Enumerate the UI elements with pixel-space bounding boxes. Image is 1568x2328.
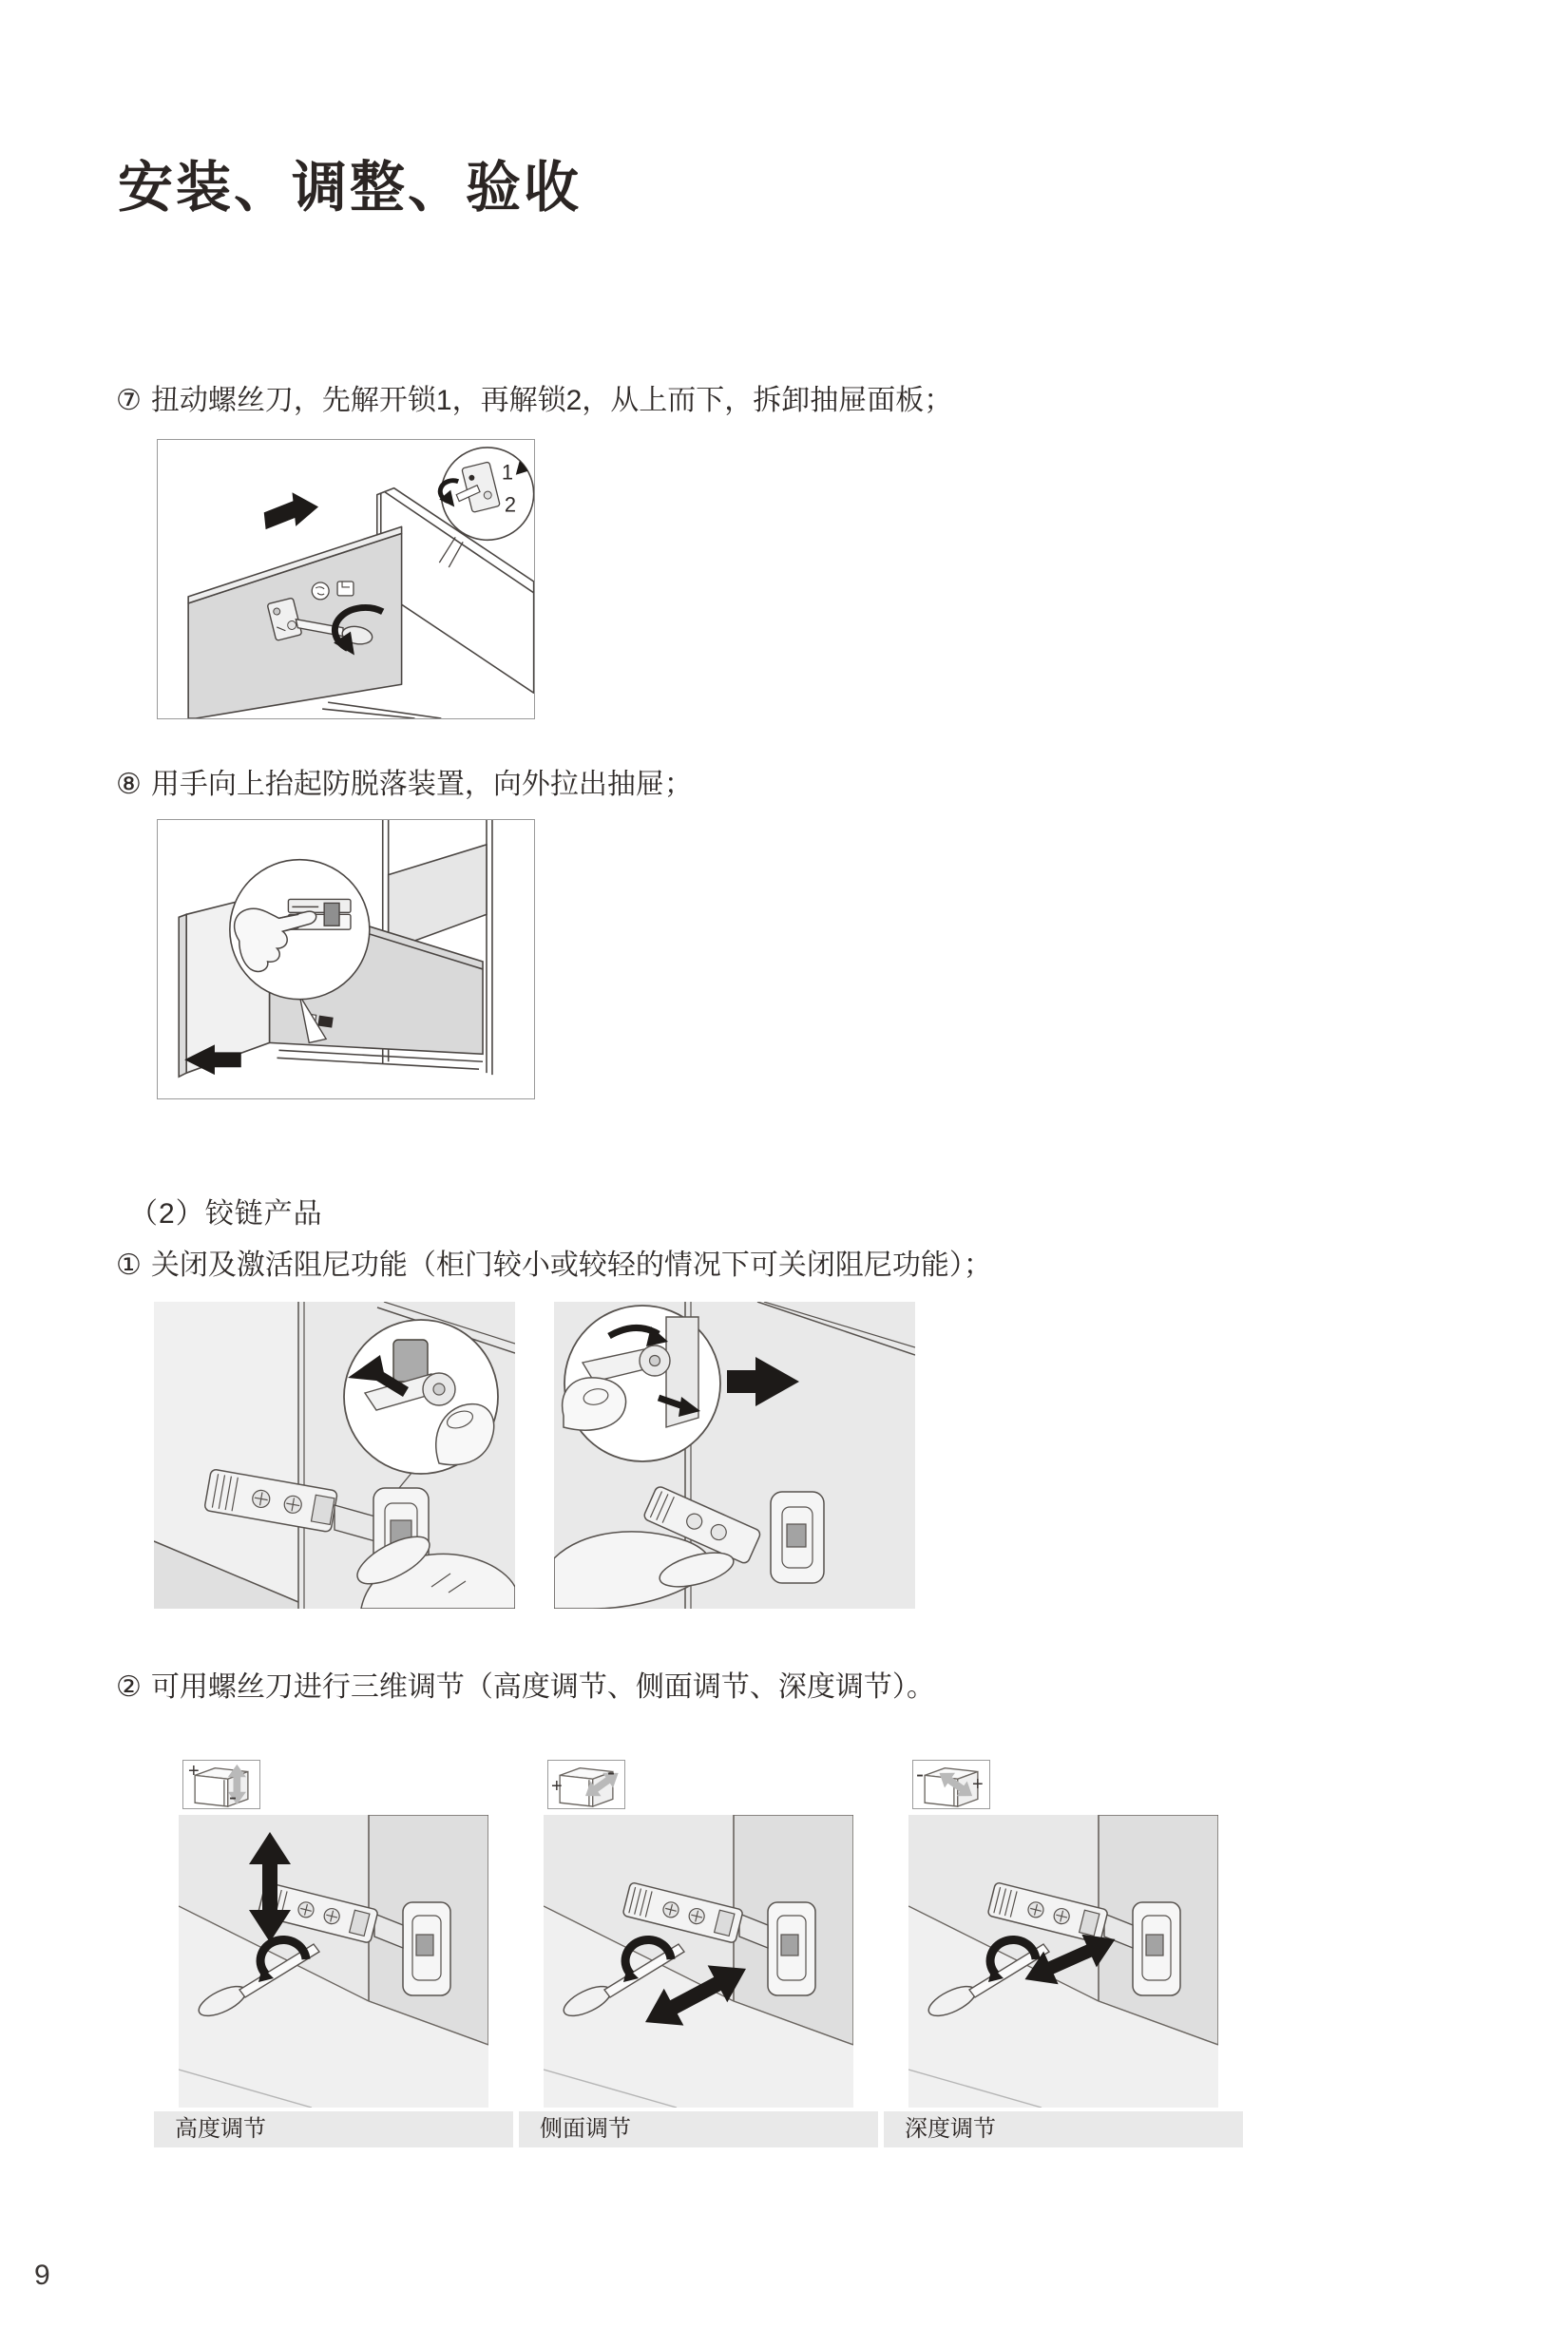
side-adjust-label: 侧面调节	[540, 2116, 631, 2142]
figure-side-adjustment	[544, 1815, 853, 2108]
height-adjust-label: 高度调节	[175, 2116, 266, 2142]
adjust-panel-height	[154, 1760, 513, 2147]
minus-sign: -	[916, 1762, 924, 1787]
page-title: 安装、调整、验收	[118, 157, 583, 219]
step-8-text: 用手向上抬起防脱落装置，向外拉出抽屉；	[150, 769, 693, 800]
step-8-line	[116, 760, 693, 802]
figure-hinge-damper-on	[554, 1302, 915, 1609]
side-adjust-label-strip	[519, 2111, 878, 2147]
plus-sign: +	[188, 1761, 200, 1782]
depth-adjust-label-strip	[884, 2111, 1243, 2147]
page-number: 9	[34, 2260, 50, 2291]
section2-step-1-line	[116, 1241, 992, 1283]
section2-step-2-line	[116, 1663, 935, 1705]
depth-adjust-label: 深度调节	[905, 2116, 996, 2142]
plus-sign: +	[972, 1774, 984, 1795]
depth-adjust-cabinet-icon	[912, 1760, 990, 1809]
figure-depth-adjustment	[908, 1815, 1218, 2108]
minus-sign: -	[607, 1760, 615, 1785]
figure-drawer-pullout	[157, 819, 535, 1099]
section2-step-1-number: ①	[116, 1250, 142, 1281]
section2-step-1-text: 关闭及激活阻尼功能（柜门较小或较轻的情况下可关闭阻尼功能）；	[150, 1250, 992, 1281]
adjust-panel-depth	[884, 1760, 1243, 2147]
figure1-callout-1: 1	[501, 460, 514, 485]
height-adjust-cabinet-icon	[182, 1760, 260, 1809]
plus-sign: +	[551, 1776, 563, 1797]
step-7-line	[116, 376, 952, 418]
section2-heading: （2）铰链产品	[129, 1198, 323, 1230]
height-adjust-label-strip	[154, 2111, 513, 2147]
adjust-panel-side	[519, 1760, 878, 2147]
figure-height-adjustment	[179, 1815, 488, 2108]
section2-step-2-number: ②	[116, 1671, 142, 1703]
section2-step-2-text: 可用螺丝刀进行三维调节（高度调节、侧面调节、深度调节）。	[150, 1671, 935, 1703]
figure1-callout-2: 2	[504, 492, 517, 517]
step-7-text: 扭动螺丝刀，先解开锁1，再解锁2，从上而下，拆卸抽屉面板；	[150, 385, 953, 416]
side-adjust-cabinet-icon	[547, 1760, 625, 1809]
step-7-number: ⑦	[116, 385, 142, 416]
minus-sign: -	[229, 1784, 237, 1810]
figure-drawer-unlock	[157, 439, 535, 719]
step-8-number: ⑧	[116, 769, 142, 800]
figure-hinge-damper-off	[154, 1302, 515, 1609]
